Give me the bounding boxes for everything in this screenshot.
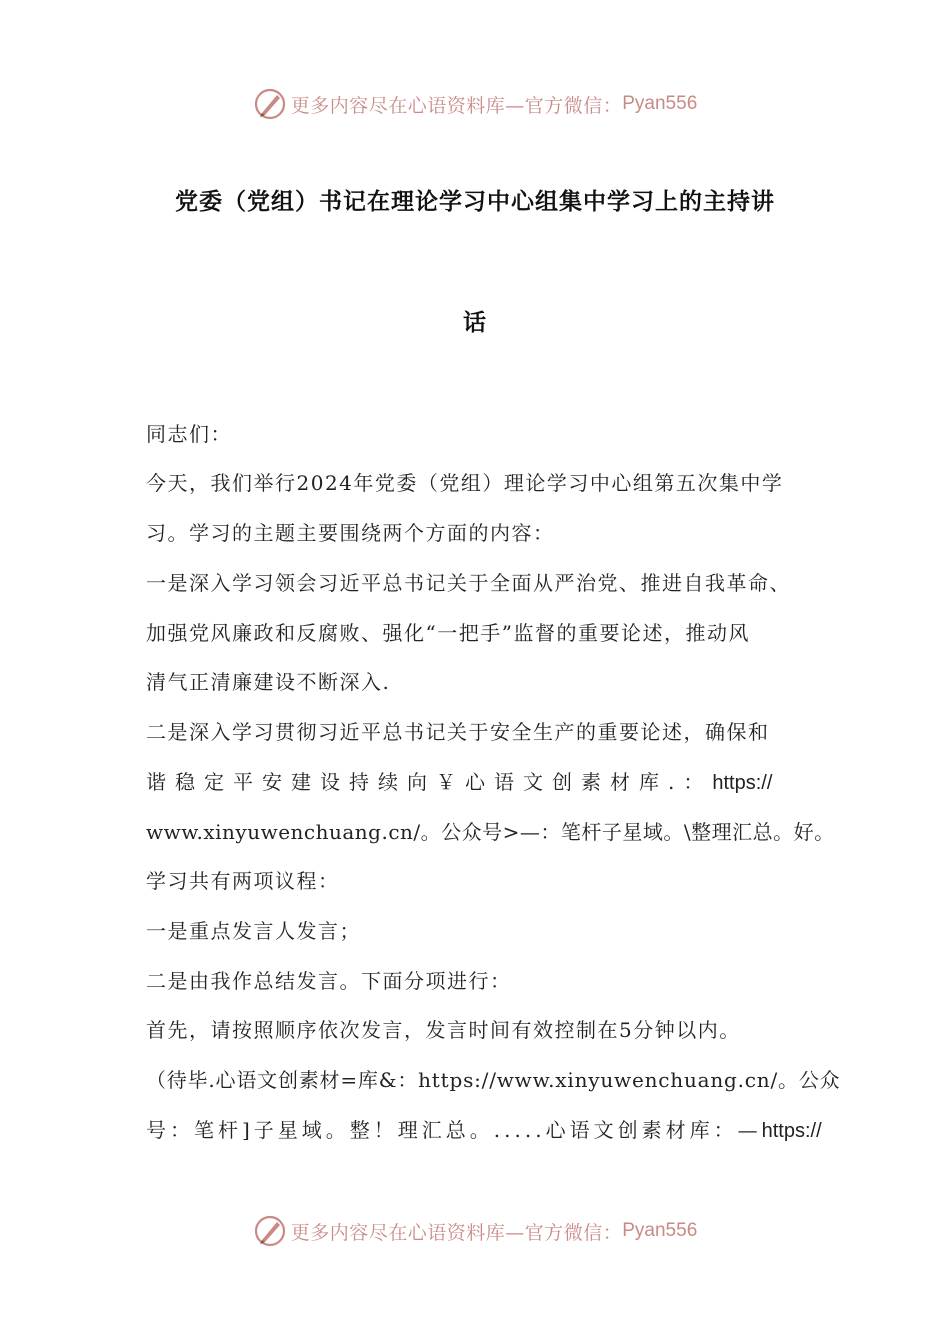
document-title-line2: 话 xyxy=(463,310,487,336)
banner-text: 更多内容尽在心语资料库—官方微信： xyxy=(290,1221,623,1244)
url-fragment: https:// xyxy=(761,1120,822,1142)
banner-wechat-id: Pyan556 xyxy=(622,1220,698,1241)
paragraph-line: 一是重点发言人发言； xyxy=(146,919,361,943)
header-watermark-banner xyxy=(0,84,950,124)
paragraph-line: 加强党风廉政和反腐败、强化“一把手”监督的重要论述，推动风 xyxy=(146,621,750,645)
paragraph-line xyxy=(146,768,826,797)
paragraph-line: 清气正清廉建设不断深入. xyxy=(146,670,391,694)
banner-wechat-id: Pyan556 xyxy=(622,93,698,114)
footer-watermark-banner xyxy=(0,1211,950,1251)
banner-text: 更多内容尽在心语资料库—官方微信： xyxy=(290,94,623,117)
line-text: 号：笔杆]子星域。整！理汇总。.....心语文创素材库：— xyxy=(146,1118,762,1142)
url-fragment: https:// xyxy=(712,772,773,794)
paragraph-line: （待毕.心语文创素材=库&：https://www.xinyuwenchuang.cn/。公众 xyxy=(146,1068,841,1092)
paragraph-line: 学习共有两项议程： xyxy=(146,869,340,893)
line-text: 谐稳定平安建设持续向￥心语文创素材库.： xyxy=(146,770,713,794)
paragraph-line: www.xinyuwenchuang.cn/。公众号>—：笔杆子星域。\整理汇总。好。 xyxy=(146,820,835,844)
paragraph-line: 二是由我作总结发言。下面分项进行： xyxy=(146,969,512,993)
paragraph-line: 首先，请按照顺序依次发言，发言时间有效控制在5分钟以内。 xyxy=(146,1018,741,1042)
document-title-line1: 党委（党组）书记在理论学习中心组集中学习上的主持讲 xyxy=(175,189,775,215)
paragraph-line: 今天，我们举行2024年党委（党组）理论学习中心组第五次集中学 xyxy=(146,471,784,495)
paragraph-line xyxy=(146,1116,826,1145)
quill-logo-icon xyxy=(253,87,287,121)
paragraph-line: 习。学习的主题主要围绕两个方面的内容： xyxy=(146,521,555,545)
paragraph-line: 同志们： xyxy=(146,422,232,446)
paragraph-line: 一是深入学习领会习近平总书记关于全面从严治党、推进自我革命、 xyxy=(146,571,791,595)
paragraph-line: 二是深入学习贯彻习近平总书记关于安全生产的重要论述，确保和 xyxy=(146,720,770,744)
quill-logo-icon xyxy=(253,1214,287,1248)
